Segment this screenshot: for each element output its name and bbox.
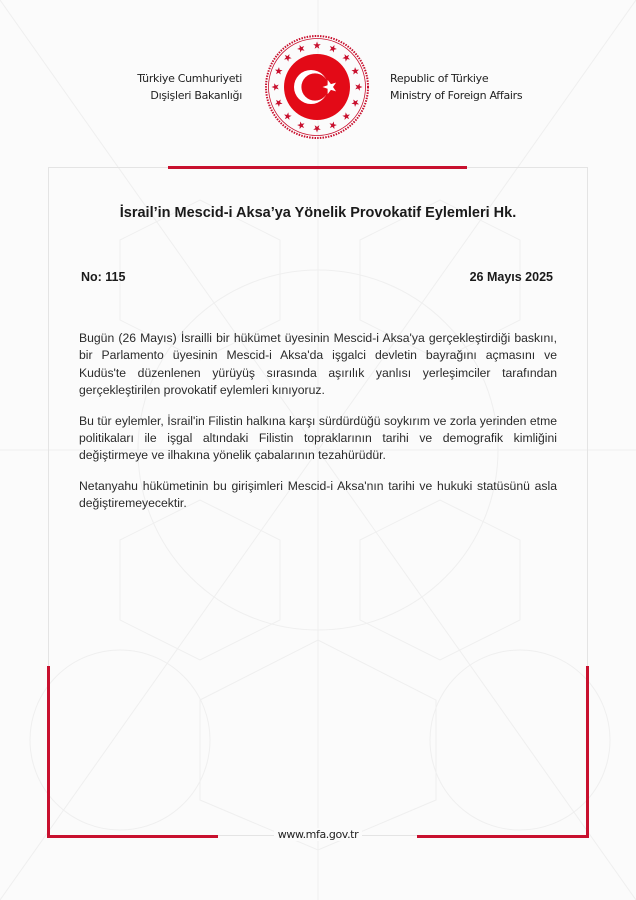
- right-red-rule: [586, 666, 589, 837]
- header-left-line1: Türkiye Cumhuriyeti: [137, 72, 242, 85]
- header-ministry-name-tr: [137, 70, 242, 104]
- header-right-line1: Republic of Türkiye: [390, 72, 489, 85]
- emblem-star-icon: [351, 67, 359, 74]
- emblem-star-icon: [275, 99, 283, 106]
- emblem-star-icon: [297, 45, 304, 53]
- emblem-star-icon: [284, 112, 292, 120]
- emblem-star-icon: [355, 83, 362, 91]
- document-number: No: 115: [81, 270, 126, 284]
- body-paragraph: Bu tür eylemler, İsrail'in Filistin halkına karşı sürdürdüğü soykırım ve zorla yerinden etme politikaları ile işgal altındaki Filistin topraklarının tarihi ve demografik kimliğini değiştirmeye ve ilhakına yönelik çabalarının tezahürüdür.: [79, 413, 557, 463]
- emblem-star-icon: [329, 121, 336, 129]
- emblem-star-icon: [351, 99, 359, 106]
- emblem-star-icon: [313, 125, 321, 132]
- emblem-star-icon: [275, 67, 283, 74]
- emblem-star-icon: [272, 83, 279, 91]
- emblem-star-icon: [284, 54, 292, 62]
- turkish-crescent-star-emblem-icon: [264, 34, 370, 140]
- document-title: İsrail’in Mescid-i Aksa’ya Yönelik Provokatif Eylemleri Hk.: [119, 205, 517, 221]
- left-red-rule: [47, 666, 50, 837]
- emblem-star-icon: [342, 54, 350, 62]
- header-ministry-name-en: [390, 70, 522, 104]
- body-paragraph: Netanyahu hükümetinin bu girişimleri Mescid-i Aksa'nın tarihi ve hukuki statüsünü asla değiştiremeyecektir.: [79, 478, 557, 511]
- emblem-star-icon: [329, 45, 336, 53]
- header-left-line2: Dışişleri Bakanlığı: [150, 89, 242, 102]
- document-body: [79, 330, 557, 526]
- emblem-star-icon: [297, 121, 304, 129]
- body-paragraph: Bugün (26 Mayıs) İsrailli bir hükümet üyesinin Mescid-i Aksa'ya gerçekleştirdiği baskını, bir Parlamento üyesinin Mescid-i Aksa'da işgalci devletin bayrağını açmasını ve Kudüs'te düzenlenen yürüyüş sırasında aşırılık yanlısı yerleşimciler tarafından gerçekleştirilen provokatif eylemleri kınıyoruz.: [79, 331, 557, 398]
- header-right-line2: Ministry of Foreign Affairs: [390, 89, 523, 102]
- footer-website: [0, 828, 636, 841]
- footer-url-link[interactable]: www.mfa.gov.tr: [274, 828, 362, 841]
- top-red-rule: [168, 166, 467, 169]
- document-date: 26 Mayıs 2025: [469, 270, 553, 284]
- emblem-star-icon: [342, 112, 350, 120]
- emblem-star-icon: [313, 42, 321, 49]
